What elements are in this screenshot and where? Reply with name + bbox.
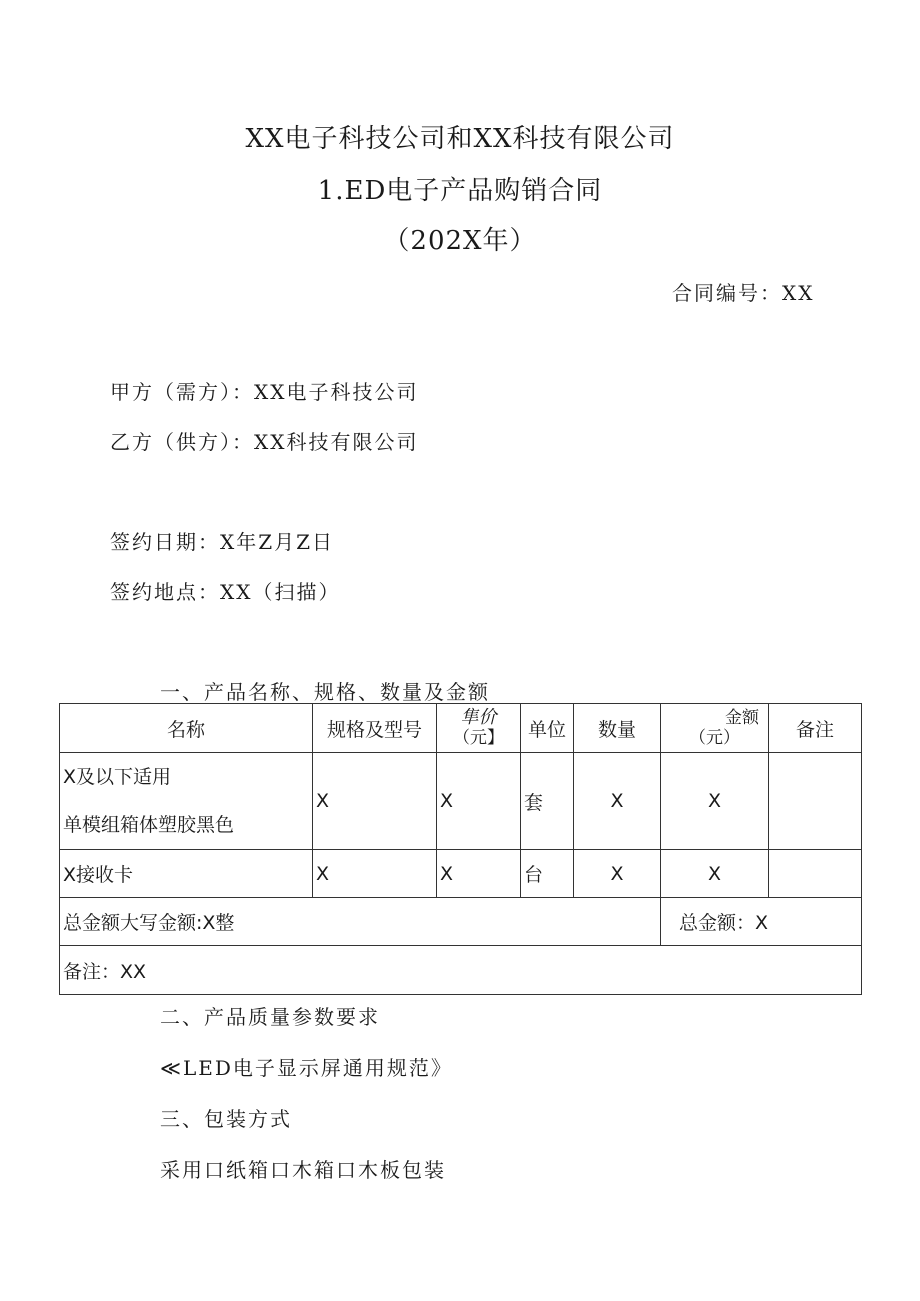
contract-title-line1: XX电子科技公司和XX科技有限公司 [245, 124, 675, 154]
row-name-line2: 单模组箱体塑胶黑色 [63, 814, 235, 836]
col-amount-header [661, 704, 769, 753]
section3-heading: 三、包装方式 [160, 1107, 292, 1131]
contract-number: 合同编号：XX [672, 281, 815, 305]
row-name-line1: X及以下适用 [63, 766, 172, 788]
row-amount: X [661, 753, 769, 850]
row-name-cell [60, 753, 313, 850]
row-spec: X [313, 850, 437, 898]
signing-date: 签约日期：X年Z月Z日 [110, 530, 335, 554]
note-row [60, 946, 862, 995]
row-price: X [437, 850, 521, 898]
row-qty: X [574, 850, 661, 898]
price-header-top: 隼价 [460, 707, 497, 728]
price-header-bottom: （元】 [453, 728, 504, 748]
col-qty-header: 数量 [574, 704, 661, 753]
table-note: 备注：XX [60, 946, 862, 995]
amount-header-bottom: （元） [689, 728, 740, 748]
row-remark [769, 850, 862, 898]
party-b: 乙方（供方）：XX科技有限公司 [110, 430, 419, 454]
section3-text: 采用口纸箱口木箱口木板包装 [160, 1158, 446, 1182]
row-remark [769, 753, 862, 850]
section2-heading: 二、产品质量参数要求 [160, 1005, 380, 1029]
contract-title-year: （202X年） [383, 226, 537, 256]
total-row [60, 898, 862, 946]
col-price-header [437, 704, 521, 753]
table-header-row [60, 704, 862, 753]
product-table [59, 703, 862, 995]
table-row [60, 753, 862, 850]
total-amount: 总金额：X [661, 898, 862, 946]
row-price: X [437, 753, 521, 850]
row-amount: X [661, 850, 769, 898]
row-unit: 台 [521, 850, 574, 898]
section1-heading: 一、产品名称、规格、数量及金额 [160, 680, 490, 704]
total-upper-amount: 总金额大写金额:X整 [60, 898, 661, 946]
signing-place: 签约地点：XX（扫描） [110, 580, 341, 604]
row-unit: 套 [521, 753, 574, 850]
table-row [60, 850, 862, 898]
col-unit-header: 单位 [521, 704, 574, 753]
row-name: X接收卡 [60, 850, 313, 898]
col-remark-header: 备注 [769, 704, 862, 753]
amount-header-top: 金额 [725, 708, 759, 728]
party-a: 甲方（需方）：XX电子科技公司 [110, 380, 419, 404]
contract-title-line2: 1.ED电子产品购销合同 [317, 176, 603, 206]
row-qty: X [574, 753, 661, 850]
col-spec-header: 规格及型号 [313, 704, 437, 753]
col-name-header: 名称 [60, 704, 313, 753]
section2-text: ≪LED电子显示屏通用规范》 [160, 1056, 453, 1080]
row-spec: X [313, 753, 437, 850]
